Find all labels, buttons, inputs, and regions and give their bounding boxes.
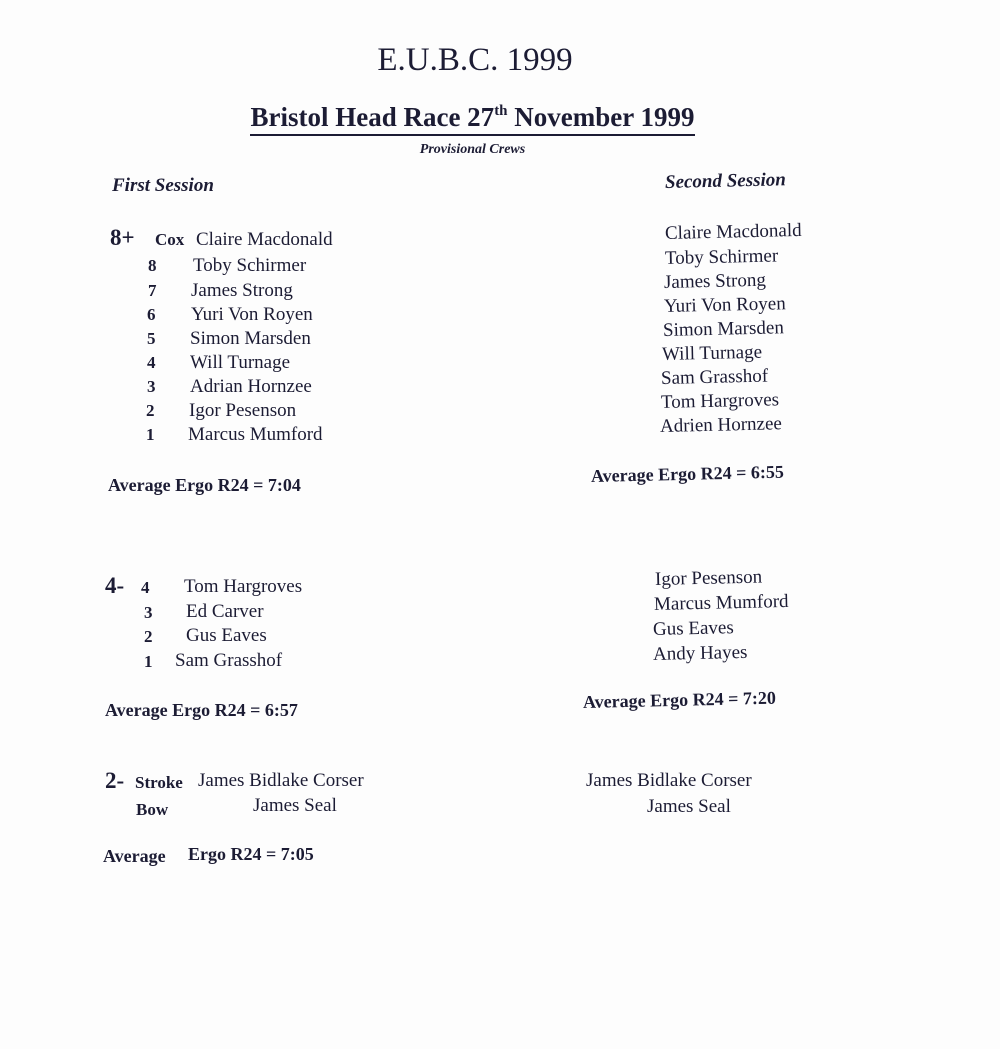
rower-name: Adrien Hornzee [659,413,783,437]
seat-number: 2 [144,627,153,646]
rower-name: Toby Schirmer [664,245,779,269]
rower-name: Toby Schirmer [193,255,307,276]
heading-main: Bristol Head Race 27 [250,102,495,132]
second-eight-average-ergo: Average Ergo R24 = 6:55 [590,461,785,486]
rower-name: James Strong [191,280,293,301]
heading-sup: th [494,103,508,119]
rower-name: Simon Marsden [190,328,311,349]
rower-name: Will Turnage [190,352,291,373]
rower-name: Yuri Von Royen [663,293,786,317]
pair-average-ergo-a: Average [103,846,166,866]
document-title: E.U.B.C. 1999 [377,42,573,78]
eight-boat-label: 8+ [110,225,135,250]
rower-name: Marcus Mumford [188,424,323,445]
seat-number: 1 [144,652,153,671]
eight-average-ergo: Average Ergo R24 = 7:04 [108,475,301,495]
seat-number: 7 [148,281,157,300]
rower-name: James Bidlake Corser [586,770,752,791]
rower-name: Simon Marsden [662,317,785,341]
seat-number: 2 [146,401,155,420]
rower-name: Tom Hargroves [184,576,303,597]
cox-label: Cox [155,230,185,249]
cox-name: Claire Macdonald [196,229,333,250]
seat-number: 3 [144,603,153,622]
second-four-average-ergo: Average Ergo R24 = 7:20 [582,687,777,712]
pair-boat-label: 2- [105,768,125,793]
rower-name: Gus Eaves [186,625,267,646]
seat-number: 5 [147,329,156,348]
rower-name: Yuri Von Royen [191,304,313,325]
seat-number: 1 [146,425,155,444]
seat-number: 4 [147,353,156,372]
heading-rest: November 1999 [507,102,695,132]
rower-name: Gus Eaves [652,617,734,640]
race-heading [0,104,945,131]
rower-name: Adrian Hornzee [190,376,312,397]
rower-name: James Strong [663,269,767,293]
seat-number: 6 [147,305,156,324]
subtitle: Provisional Crews [419,142,526,157]
rower-name: James Seal [647,796,731,817]
rower-name: Tom Hargroves [660,389,780,413]
rower-name: Ed Carver [186,601,264,622]
rower-name: Claire Macdonald [664,219,802,244]
seat-number: 3 [147,377,156,396]
rower-name: Igor Pesenson [654,566,763,590]
bow-name: James Seal [253,795,337,816]
rower-name: Marcus Mumford [653,590,789,615]
rower-name: Igor Pesenson [189,400,297,421]
bow-label: Bow [136,800,169,819]
pair-average-ergo-b: Ergo R24 = 7:05 [188,844,314,864]
stroke-label: Stroke [135,773,183,792]
first-session-label: First Session [112,175,214,196]
rower-name: Will Turnage [661,341,763,365]
four-average-ergo: Average Ergo R24 = 6:57 [105,700,298,720]
second-session-label: Second Session [664,169,787,193]
seat-number: 4 [141,578,150,597]
four-boat-label: 4- [105,573,125,598]
seat-number: 8 [148,256,157,275]
rower-name: Sam Grasshof [660,365,769,389]
rower-name: Andy Hayes [652,641,748,665]
rower-name: Sam Grasshof [175,650,283,671]
stroke-name: James Bidlake Corser [198,770,364,791]
